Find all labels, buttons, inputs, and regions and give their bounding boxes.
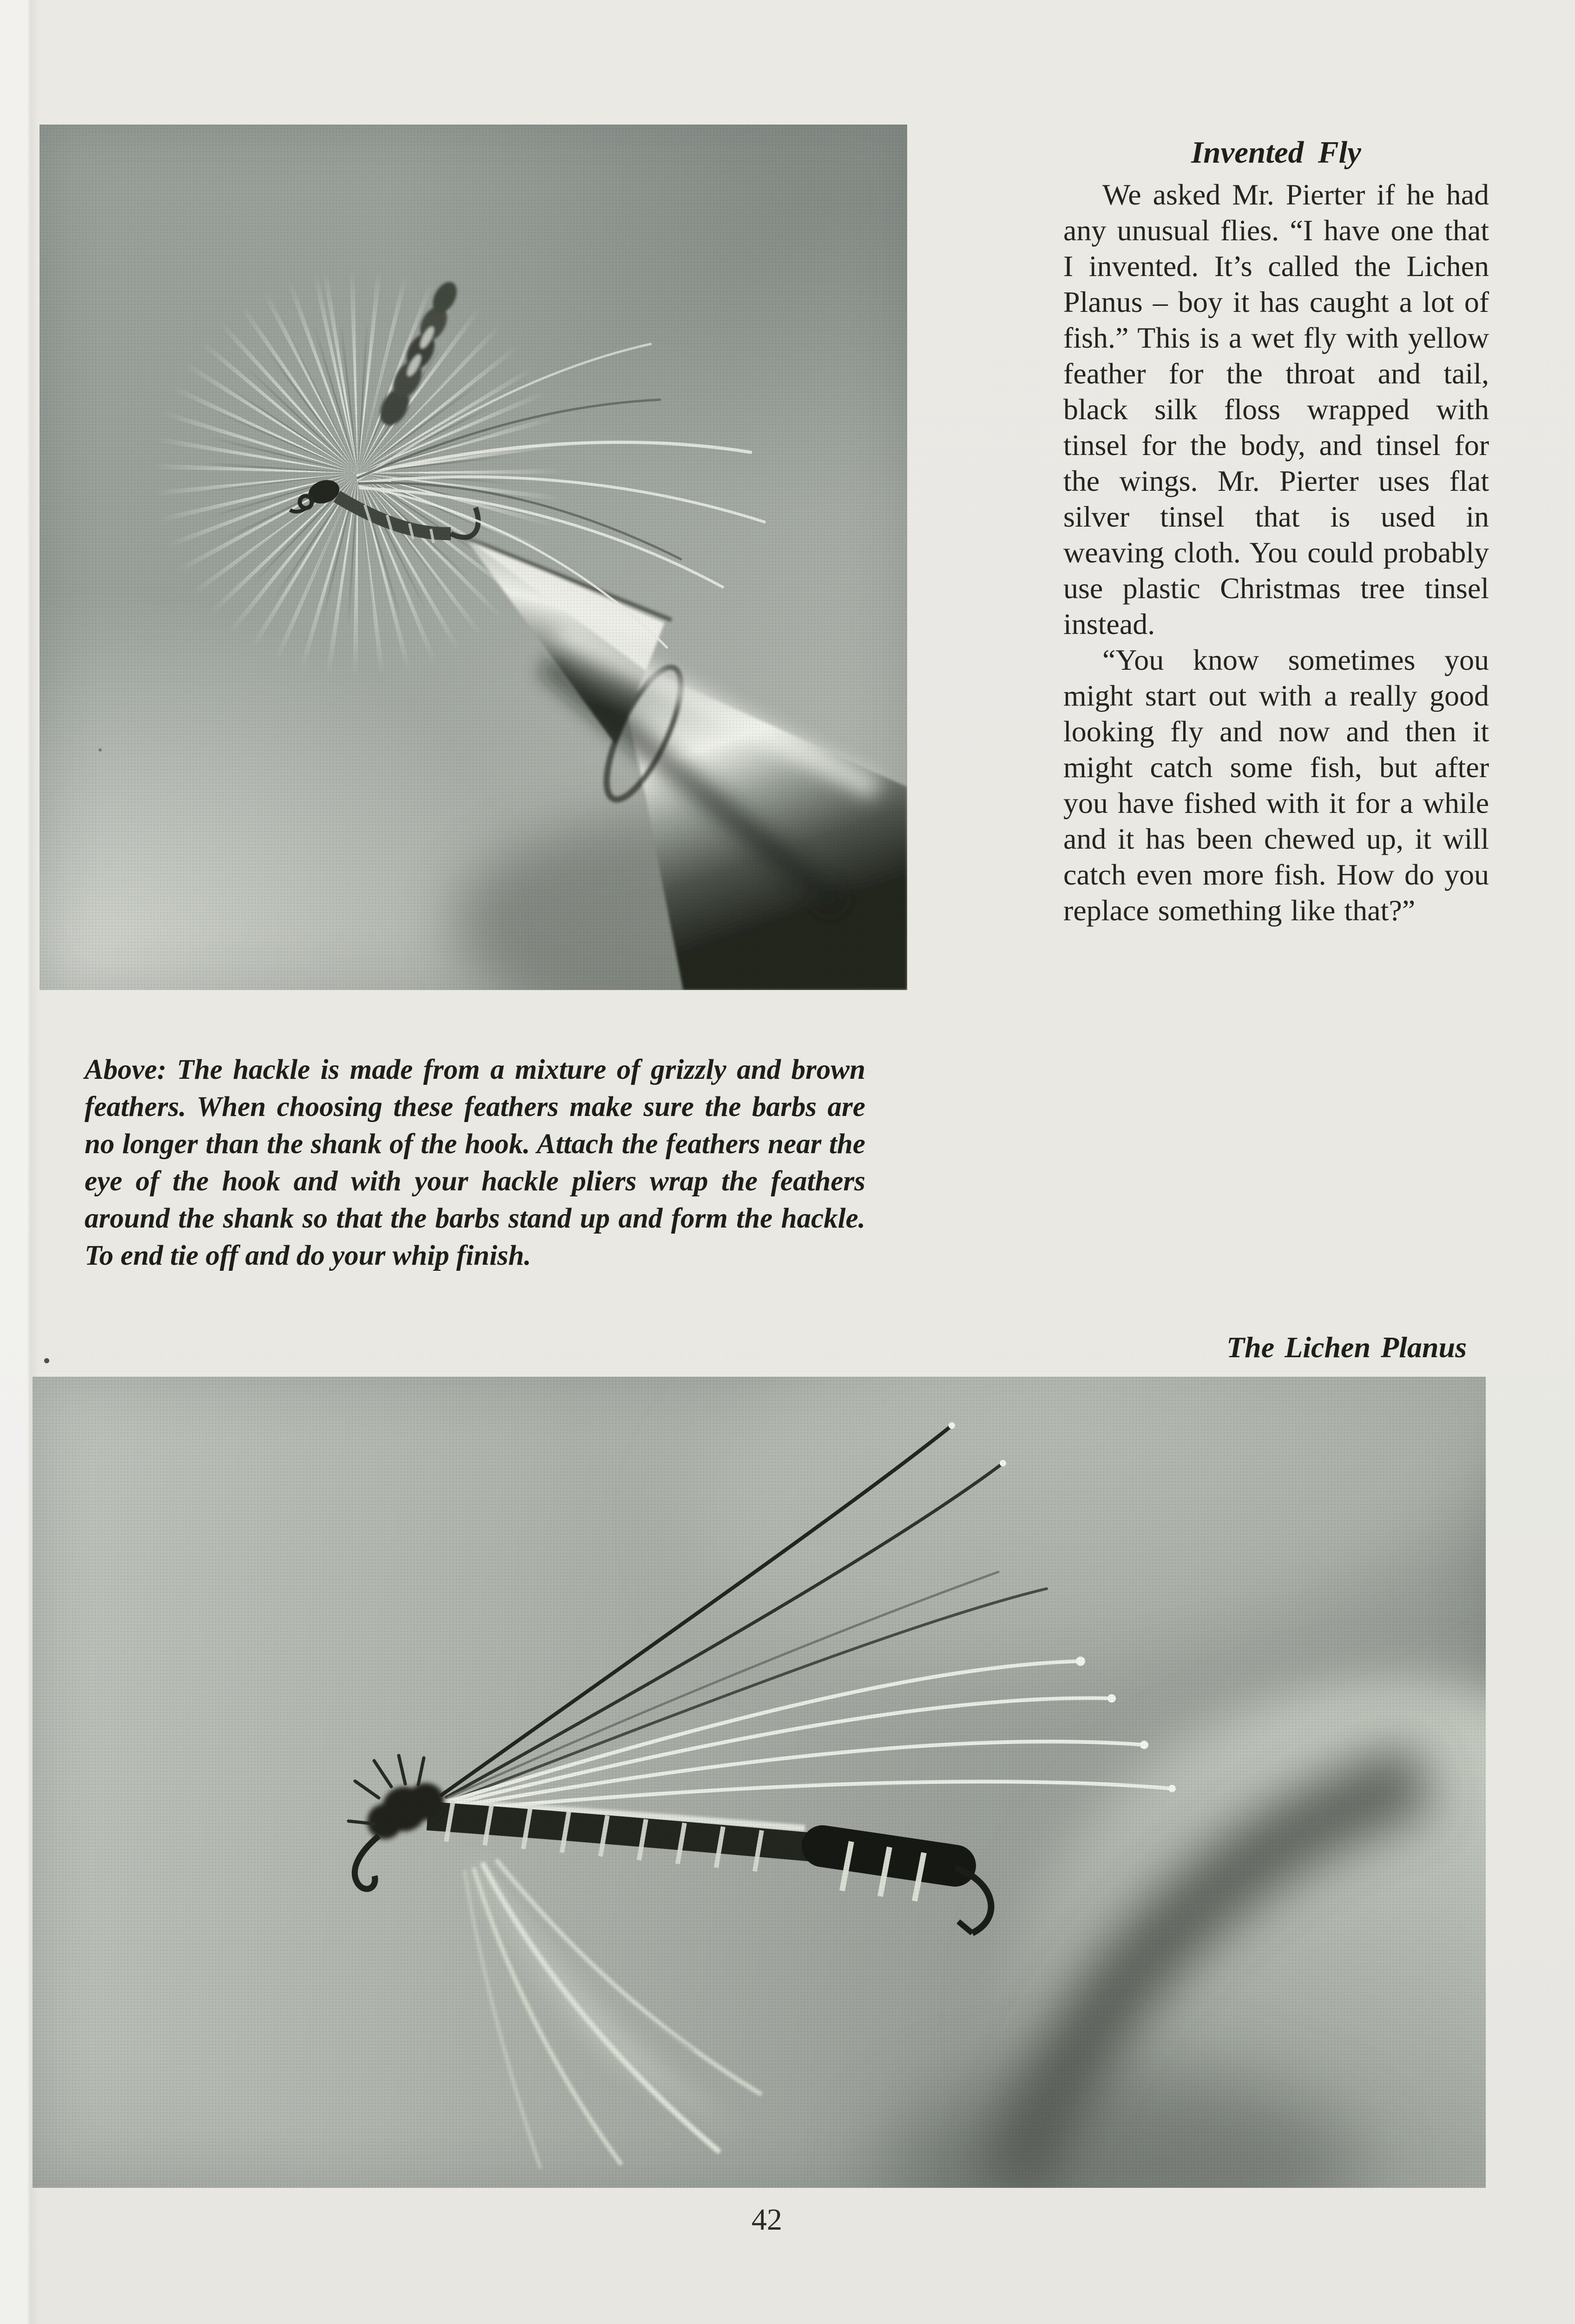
article-paragraph-1: We asked Mr. Pierter if he had any unusual flies. “I have one that I invented. It’s called the Lichen Planus – boy it has caught a lot of fish.” This is a wet fly with yellow feather for the throat and tail, black silk floss wrapped with tinsel for the body, and tinsel for the wings. Mr. Pierter uses flat silver tinsel that is used in weaving cloth. You could probably use plastic Christmas tree tinsel instead. [1063, 178, 1489, 640]
top-photo-illustration [40, 125, 907, 990]
bottom-photo-illustration [33, 1377, 1486, 2188]
article-column [1063, 136, 1489, 928]
bottom-photo-lichen-planus [33, 1377, 1486, 2188]
article-paragraph-2: “You know sometimes you might start out with a really good looking fly and now and then it might catch some fish, but after you have fished with it for a while and it has been chewed up, it will catch even more fish. How do you replace something like that?” [1063, 643, 1489, 927]
dust-speck [44, 1358, 49, 1363]
top-photo-fly-in-vise [40, 125, 907, 990]
article-heading: Invented Fly [1191, 135, 1361, 170]
top-photo-caption: Above: The hackle is made from a mixture of grizzly and brown feathers. When choosing these feathers make sure the barbs are no longer than the shank of the hook. Attach the feathers near the eye of the hook and with your hackle pliers wrap the feathers around the shank so that the barbs stand up and form the hackle. To end tie off and do your whip finish. [85, 1054, 865, 1271]
hook-eye-curl [355, 1836, 379, 1889]
dust-speck [99, 748, 102, 752]
page-number: 42 [751, 2203, 782, 2237]
tail-feather-plume [465, 1860, 762, 2167]
bottom-photo-label: The Lichen Planus [1226, 1331, 1467, 1364]
grizzly-feather-bars [374, 278, 461, 430]
